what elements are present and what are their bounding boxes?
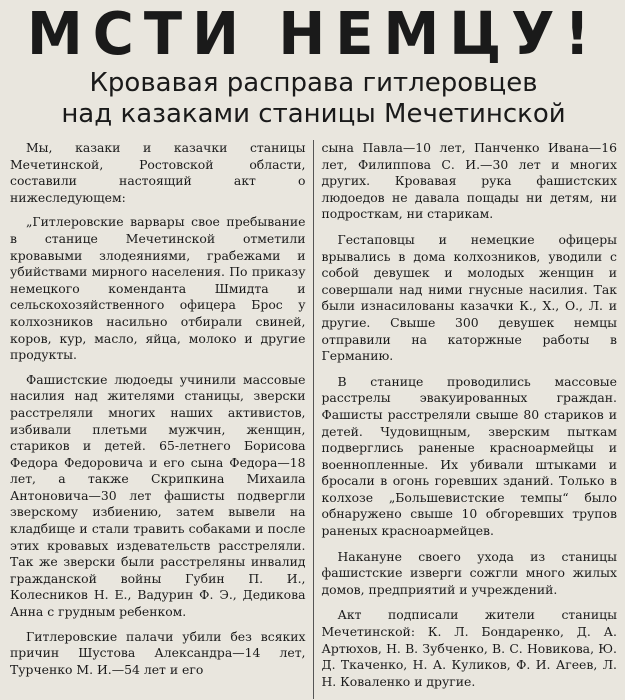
paragraph: Акт подписали жители станицы Мечетинской: К. Л. Бондаренко, Д. А. Артюхов, Н. В. Зубченко, В. С. Новикова, Ю. Д. Ткаченко, Н. А. Куликов, Ф. И. Агеев, Л. Н. Коваленко и другие. xyxy=(321,607,617,689)
paragraph: Накануне своего ухода из станицы фашистские изверги сожгли много жилых домов, предприятий и учреждений. xyxy=(321,548,617,597)
paragraph: сына Павла—10 лет, Панченко Ивана—16 лет, Филиппова С. И.—30 лет и многих других. Кровавая рука фашистских людоедов не давала пощады ни детям, ни подросткам, ни старикам. xyxy=(321,140,617,222)
paragraph: Мы, казаки и казачки станицы Мечетинской, Ростовской области, составили настоящий акт о нижеследующем: xyxy=(10,140,306,205)
headline-line-1: Кровавая расправа гитлеровцев xyxy=(89,68,538,98)
masthead-title: МСТИ НЕМЦУ! xyxy=(27,0,600,69)
paragraph: „Гитлеровские варвары свое пребывание в станице Мечетинской отметили кровавыми злодеяниями, грабежами и убийствами мирного населения. По приказу немецкого коменданта Шмидта и сельскохозяйственного офицера Брос у колхозников насильно отбирали свиней, коров, кур, масло, яйца, молоко и другие продукты. xyxy=(10,214,306,363)
paragraph: Фашистские людоеды учинили массовые насилия над жителями станицы, зверски расстреляли многих наших активистов, избивали плетьми мужчин, женщин, стариков и детей. 65-летнего Борисова Федора Федоровича и его сына Федора—18 лет, а также Скрипкина Михаила Антоновича—30 лет фашисты подвергли зверскому избиению, затем вывели на кладбище и стали травить собаками и после этих кровавых издевательств расстреляли. Так же зверски были расстреляны инвалид гражданской войны Губин П. И., Колесников Н. Е., Вадурин Ф. Э., Дедикова Анна с грудным ребенком. xyxy=(10,371,306,620)
paragraph: Гестаповцы и немецкие офицеры врывались в дома колхозников, уводили с собой девушек и молодых женщин и совершали над ними гнусные насилия. Так были изнасилованы казачки К., Х., О., Л. и другие. Свыше 300 девушек немцы отправили на каторжные работы в Германию. xyxy=(321,231,617,364)
paragraph: В станице проводились массовые расстрелы эвакуированных граждан. Фашисты расстреляли свыше 80 стариков и детей. Чудовищным, зверским пыткам подверглись раненые красноармейцы и военнопленные. Их убивали штыками и бросали в огонь горевших зданий. Только в колхозе „Большевистские темпы“ было обнаружено свыше 10 обгоревших трупов раненых красноармейцев. xyxy=(321,373,617,539)
article-headline xyxy=(10,68,617,130)
paragraph: Гитлеровские палачи убили без всяких причин Шустова Александра—14 лет, Турченко М. И.—54 лет и его xyxy=(10,628,306,677)
article-body xyxy=(10,140,617,699)
right-column xyxy=(314,140,618,699)
headline-line-2: над казаками станицы Мечетинской xyxy=(61,99,566,129)
left-column xyxy=(10,140,314,699)
